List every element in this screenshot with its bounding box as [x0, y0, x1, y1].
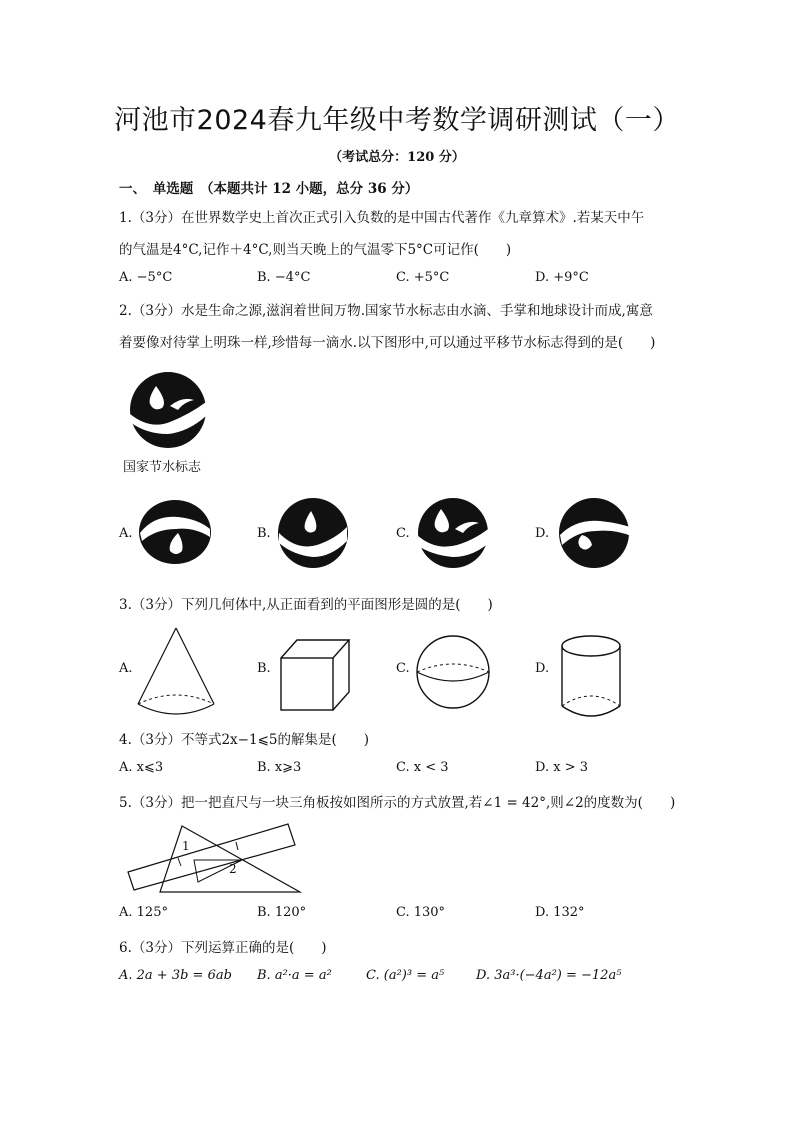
question-1-line-1: 1.（3分）在世界数学史上首次正式引入负数的是中国古代著作《九章算术》.若某天中午 [119, 210, 645, 226]
question-2-option-c: C. [396, 526, 410, 541]
section-heading: 一、 单选题 （本题共计 12 小题，总分 36 分） [119, 181, 419, 197]
page-subtitle: （考试总分：120 分） [329, 150, 465, 165]
sphere-icon [415, 634, 491, 710]
question-5-line-1: 5.（3分）把一把直尺与一块三角板按如图所示的方式放置,若∠1 = 42°,则∠2的度数为( ) [119, 795, 676, 811]
question-1-option-a: A. −5°C [119, 270, 173, 285]
question-4-option-b: B. x⩾3 [257, 760, 302, 775]
question-6-option-c: C. (a²)³ = a⁵ [366, 968, 445, 983]
question-2-option-d: D. [535, 526, 550, 541]
question-3-option-d: D. [535, 661, 550, 676]
question-1-option-b: B. −4°C [257, 270, 311, 285]
option-a-logo-icon [138, 499, 212, 565]
angle-2-label: 2 [229, 862, 237, 876]
logo-caption: 国家节水标志 [123, 460, 202, 475]
question-2-option-b: B. [257, 526, 271, 541]
option-b-logo-icon [277, 497, 349, 569]
question-3-line-1: 3.（3分）下列几何体中,从正面看到的平面图形是圆的是( ) [119, 597, 493, 613]
question-5-option-a: A. 125° [119, 905, 168, 920]
option-c-logo-icon [415, 497, 493, 569]
question-5-option-d: D. 132° [535, 905, 585, 920]
question-6-option-b: B. a²·a = a² [257, 968, 332, 983]
question-5-option-c: C. 130° [396, 905, 446, 920]
question-3-option-b: B. [257, 661, 271, 676]
cube-icon [279, 638, 351, 712]
question-6-option-a: A. 2a + 3b = 6ab [119, 968, 232, 983]
ruler-triangle-figure [120, 818, 316, 898]
question-4-option-c: C. x < 3 [396, 760, 449, 775]
question-4-option-d: D. x > 3 [535, 760, 588, 775]
question-6-line-1: 6.（3分）下列运算正确的是( ) [119, 940, 327, 956]
question-1-line-2: 的气温是4°C,记作＋4°C,则当天晚上的气温零下5°C可记作( ) [119, 242, 512, 258]
question-3-option-c: C. [396, 661, 410, 676]
cone-icon [136, 626, 216, 718]
question-6-option-d: D. 3a³·(−4a²) = −12a⁵ [476, 968, 622, 983]
question-4-line-1: 4.（3分）不等式2x−1⩽5的解集是( ) [119, 732, 370, 748]
cylinder-icon [560, 634, 622, 718]
page-title: 河池市2024春九年级中考数学调研测试（一） [114, 105, 680, 136]
question-2-option-a: A. [119, 526, 133, 541]
question-2-line-1: 2.（3分）水是生命之源,滋润着世间万物.国家节水标志由水滴、手掌和地球设计而成,寓意 [119, 303, 653, 319]
question-2-line-2: 着要像对待掌上明珠一样,珍惜每一滴水.以下图形中,可以通过平移节水标志得到的是( ) [119, 335, 656, 351]
question-1-option-d: D. +9°C [535, 270, 589, 285]
question-1-option-c: C. +5°C [396, 270, 450, 285]
water-saving-logo-figure [128, 370, 208, 450]
question-4-option-a: A. x⩽3 [119, 760, 164, 775]
angle-1-label: 1 [182, 839, 190, 853]
question-3-option-a: A. [119, 661, 133, 676]
option-d-logo-icon [556, 497, 636, 569]
question-5-option-b: B. 120° [257, 905, 307, 920]
